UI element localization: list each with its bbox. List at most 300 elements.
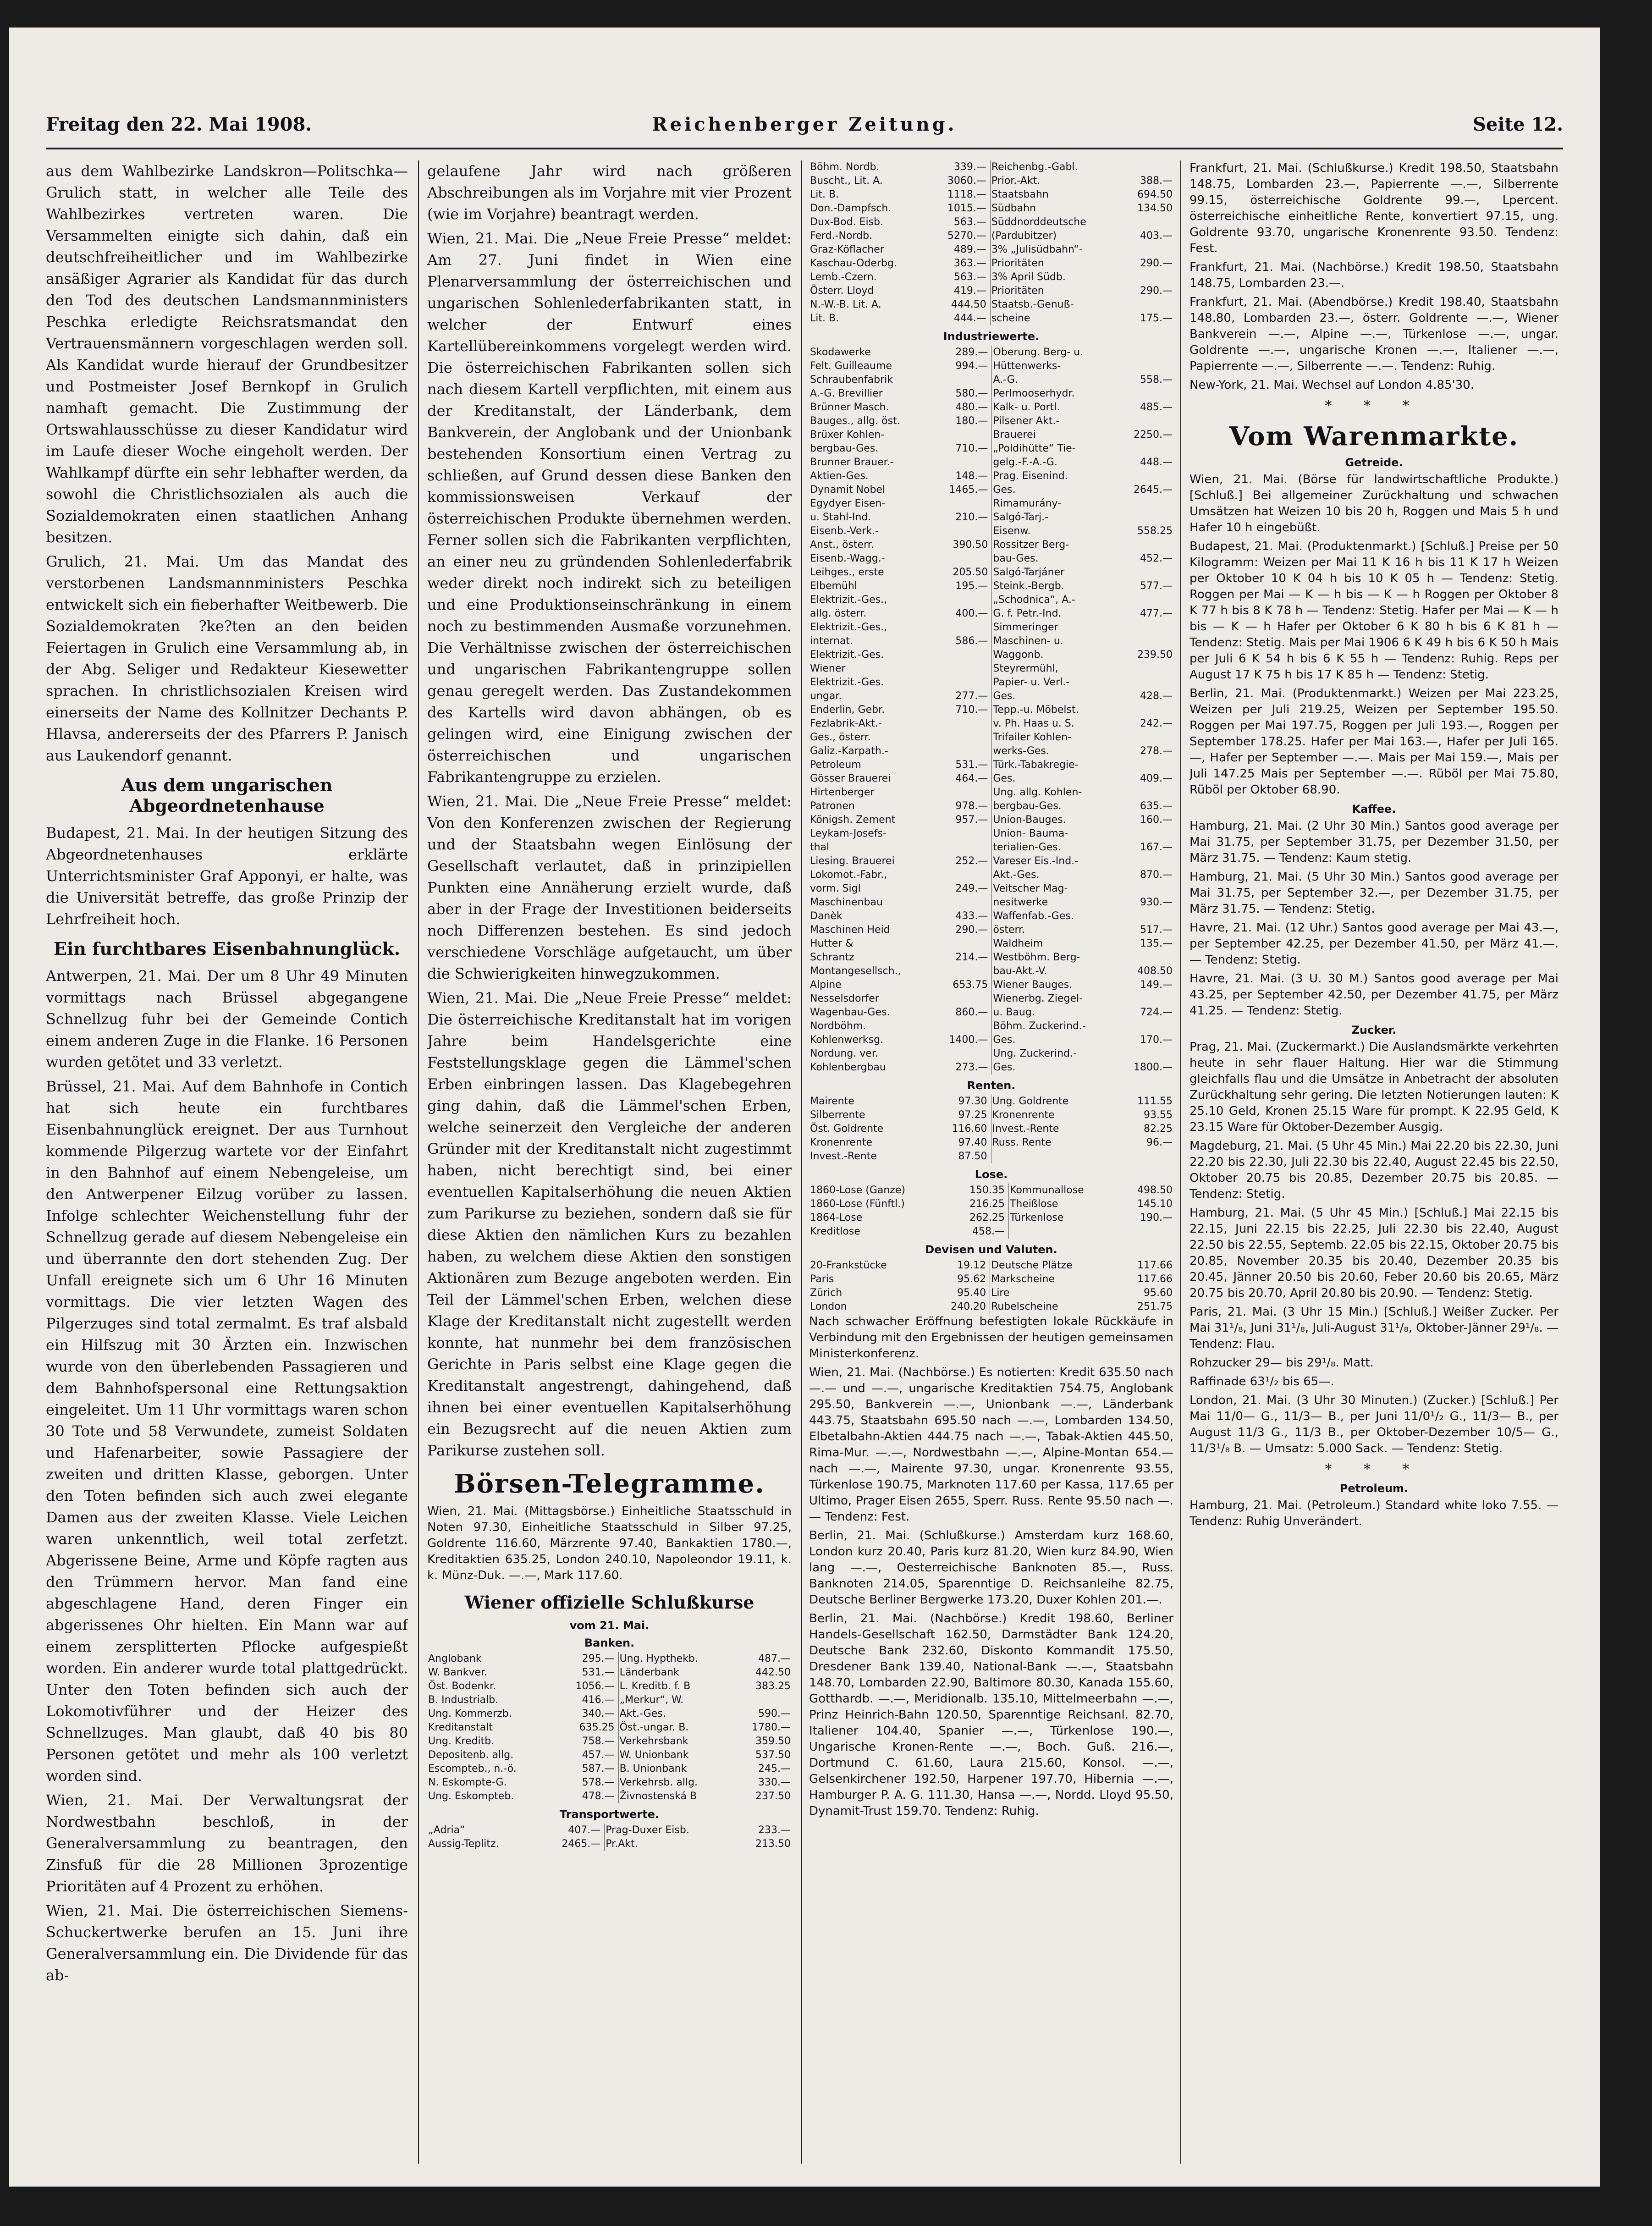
security-name: Kaschau-Oderbg.: [810, 258, 897, 269]
security-name: Öst.-ungar. B.: [619, 1722, 689, 1733]
quote-row: [809, 1095, 1173, 1108]
quote-row: [427, 1652, 792, 1666]
security-price: [933, 1019, 992, 1033]
security-name: Lit. B.: [810, 189, 839, 200]
security-price: 97.25: [928, 1108, 991, 1122]
security-name: Petroleum: [810, 759, 861, 771]
security-name: Brüxer Kohlen-: [810, 429, 885, 441]
security-name: bergbau-Ges.: [993, 800, 1062, 812]
security-name: Reichenbg.-Gabl.: [991, 161, 1078, 173]
quote-row: [809, 992, 1173, 1006]
security-price: [933, 621, 992, 634]
security-price: 517.—: [1140, 924, 1173, 936]
security-price: 216.25: [950, 1197, 1008, 1211]
security-name: Kronenrente: [992, 1109, 1055, 1121]
security-name: 1860-Lose (Ganze): [810, 1185, 905, 1196]
security-price: [1119, 1225, 1173, 1239]
security-price: 694.50: [1137, 189, 1173, 200]
security-price: 195.—: [933, 579, 992, 593]
security-name: gelg.-F.-A.-G.: [993, 457, 1057, 468]
section-headline: Vom Warenmarkte.: [1229, 421, 1519, 452]
security-price: [1119, 414, 1173, 428]
security-price: 724.—: [1140, 1007, 1173, 1018]
security-name: Öst. Bodenkr.: [428, 1681, 496, 1692]
security-name: Türkenlose: [1009, 1212, 1064, 1223]
market-report: Wien, 21. Mai. (Börse für landwirtschaftliche Produkte.) [Schluß.] Bei allgemeiner Zurückhaltung und schwachen Umsätzen hat Weizen 10 bis 20 h, Roggen und Mais 5 h und Hafer 10 h eingebüßt.: [1189, 473, 1558, 534]
security-name: Zürich: [810, 1287, 843, 1299]
security-name: Ges.: [993, 1034, 1016, 1046]
security-price: 1118.—: [931, 188, 990, 202]
security-name: Prioritäten: [991, 285, 1044, 297]
market-report: Havre, 21. Mai. (3 U. 30 M.) Santos good average per Mai 43.25, per September 42.50, per Dezember 41.75, per März 41.25. — Tendenz: Stetig.: [1189, 972, 1558, 1018]
security-price: 930.—: [1140, 897, 1173, 908]
security-price: [1119, 359, 1173, 373]
article-paragraph: aus dem Wahlbezirke Landskron—Politschka—Grulich statt, in welcher alle Teile des Wahlbezirkes vertreten waren. Die Versammelten einigte sich dahin, daß ein deutschfreiheitlicher und im Wahlbezirke ansäßiger Agrarier als Kandidat für das durch den Tod des deutschen Landsmannministers Peschka erledigte Reichsratsmandat den Vertrauensmännern vorgeschlagen werden soll. Als Kandidat wurde hierauf der Grundbesitzer und Postmeister Josef Bernkopf in Grulich namhaft gemacht. Die Zustimmung der Ortswahlausschüsse zu dieser Kandidatur wird im Laufe dieser Woche eingeholt werden. Der Wahlkampf dürfte ein sehr lebhafter werden, da sowohl die Christlichsozialen als auch die Sozialdemokraten einen staatlichen Anhang besitzen.: [46, 162, 408, 546]
security-name: Gösser Brauerei: [810, 773, 891, 784]
column-2: [427, 160, 792, 2168]
quote-row: [809, 456, 1173, 469]
security-name: Staatsbahn: [991, 189, 1049, 200]
column-rule-2: [801, 160, 802, 2164]
security-name: bergbau-Ges.: [810, 443, 879, 454]
security-name: Živnostenská B: [619, 1791, 697, 1802]
security-price: 1465.—: [933, 483, 992, 497]
quote-row: [809, 978, 1173, 992]
security-name: Union- Bauma-: [993, 828, 1068, 839]
security-name: Wagenbau-Ges.: [810, 1007, 890, 1018]
security-name: Bauges., allg. öst.: [810, 415, 900, 427]
security-name: [1008, 1225, 1119, 1239]
security-price: [933, 497, 992, 511]
security-price: 96.—: [1146, 1137, 1173, 1148]
security-name: B. Industrialb.: [428, 1694, 499, 1706]
quote-row: [809, 868, 1173, 882]
quote-row: [809, 160, 1173, 174]
security-price: [933, 1047, 992, 1061]
market-report: Raffinade 63¹/₂ bis 65—.: [1189, 1375, 1334, 1388]
security-price: [933, 896, 992, 909]
security-name: nesitwerke: [993, 897, 1048, 908]
security-name: Öst. Goldrente: [810, 1123, 884, 1135]
table-title: Transportwerte.: [559, 1808, 660, 1821]
quote-row: [809, 1273, 1173, 1286]
quote-row: [809, 772, 1173, 786]
security-price: 116.60: [928, 1122, 991, 1136]
security-name: Ges.: [993, 690, 1016, 702]
security-price: 249.—: [933, 882, 992, 896]
quote-row: [809, 1197, 1173, 1211]
security-name: Eisenb.-Wagg.-: [810, 553, 885, 564]
section-headline: Wiener offizielle Schlußkurse: [464, 1592, 754, 1613]
quote-row: [809, 579, 1173, 593]
security-name: W. Unionbank: [619, 1749, 689, 1761]
security-price: 363.—: [931, 257, 990, 270]
market-report: Budapest, 21. Mai. (Produktenmarkt.) [Schluß.] Preise per 50 Kilogramm: Weizen per Mai 11 K 16 h bis 11 K 17 h Weizen per Oktober 10 K 04 h bis 10 K 05 h — Tendenz: Stetig. Roggen per Mai — K — h bis — K — h Roggen per Oktober 8 K 77 h bis 8 K 78 h — Tendenz: Stetig. Hafer per Mai — K — h bis — K — h Hafer per Oktober 6 K 80 h bis 6 K 81 h — Tendenz: Stetig. Mais per Mai 1906 6 K 49 h bis 6 K 50 h Mais per Juli 6 K 54 h bis 6 K 55 h — Tendenz: Ruhig. Reps per August 17 K 75 h bis 17 K 85 h — Tendenz: Stetig.: [1189, 540, 1558, 682]
security-name: Rossitzer Berg-: [993, 539, 1069, 551]
quote-row: [809, 1259, 1173, 1273]
security-price: [1119, 511, 1173, 524]
security-name: Union-Bauges.: [993, 814, 1066, 826]
security-price: 448.—: [1140, 457, 1173, 468]
quote-row: [809, 524, 1173, 538]
security-name: allg. österr.: [810, 608, 867, 619]
security-price: [1123, 243, 1173, 257]
security-price: [933, 827, 992, 841]
security-name: Hirtenberger: [810, 787, 875, 798]
security-price: 710.—: [933, 703, 992, 717]
security-price: 95.62: [929, 1273, 990, 1286]
security-name: Felt. Guilleaume: [810, 360, 892, 372]
quote-row: [427, 1776, 792, 1790]
quote-row: [809, 662, 1173, 676]
market-report: Rohzucker 29— bis 29¹/₈. Matt.: [1189, 1356, 1374, 1370]
quote-row: [809, 607, 1173, 621]
security-name: Westböhm. Berg-: [993, 952, 1080, 963]
security-price: 340.—: [556, 1707, 618, 1721]
security-name: Böhm. Nordb.: [810, 161, 880, 173]
security-price: [933, 786, 992, 799]
security-price: 135.—: [1140, 938, 1173, 949]
quote-table-renten: [809, 1095, 1173, 1163]
security-price: 653.75: [933, 978, 992, 992]
security-name: Ung. Kreditb.: [428, 1736, 495, 1747]
article-paragraph: Wien, 21. Mai. Die „Neue Freie Presse“ meldet: Am 27. Juni findet in Wien eine Plenarversammlung der österreichischen und ungarischen Sohlenlederfabrikanten statt, in welcher der Entwurf eines Kartellübereinkommens vorgelegt werden wird. Die österreichischen Fabrikanten sollen sich nach diesem Kartell verpflichten, mit einem aus der Kreditanstalt, der Länderbank, dem Bankverein, der Anglobank und der Unionbank bestehenden Konsortium einen Vertrag zu schließen, auf Grund dessen diese Banken den kommissionsweisen Verkauf der österreichischen Produkte übernehmen werden. Ferner sollen sich die Fabrikanten verpflichten, an einer neu zu gründenden Sohlenlederfabrik weder direkt noch indirekt sich zu beteiligen und eine Produktionseinschränkung in einem noch zu bestimmenden Ausmaße vorzunehmen. Die Verhältnisse zwischen der österreichischen und ungarischen Fabrikantengruppe sollen genau geregelt werden. Das Zustandekommen des Kartells wird davon abhängen, ob es gelingen wird, eine Einigung zwischen der österreichischen und ungarischen Fabrikantengruppe zu erzielen.: [427, 230, 792, 786]
quote-row: [809, 298, 1173, 312]
security-price: 563.—: [931, 270, 990, 284]
security-name: Escompteb., n.-ö.: [428, 1763, 517, 1774]
header-rule: [46, 148, 1563, 149]
quote-row: [809, 758, 1173, 772]
article-paragraph: Antwerpen, 21. Mai. Der um 8 Uhr 49 Minuten vormittags nach Brüssel abgegangene Schnellzug fuhr bei der Gemeinde Contich einem anderen Zuge in die Flanke. 16 Personen wurden getötet und 33 verletzt.: [46, 967, 408, 1071]
security-name: Elektrizit.-Ges.,: [810, 594, 887, 606]
security-price: [1123, 215, 1173, 229]
security-price: [1119, 676, 1173, 689]
security-name: 20-Frankstücke: [810, 1260, 887, 1271]
security-price: 1780.—: [752, 1722, 791, 1733]
security-price: [1119, 346, 1173, 359]
column-rule-3: [1180, 160, 1181, 2164]
page-header: [46, 114, 1563, 141]
security-name: Brauerei: [993, 429, 1036, 441]
security-price: [1119, 827, 1173, 841]
security-name: [991, 1150, 1115, 1163]
security-price: [1119, 1047, 1173, 1061]
quote-table-transport: [427, 1824, 792, 1851]
security-price: 758.—: [556, 1735, 618, 1748]
security-price: [1123, 270, 1173, 284]
security-name: Ung. Kommerzb.: [428, 1708, 512, 1719]
page-number: Seite 12.: [1473, 114, 1563, 135]
security-name: Egydyer Eisen-: [810, 498, 886, 509]
security-name: Oberung. Berg- u.: [993, 347, 1084, 358]
security-price: [1119, 951, 1173, 964]
security-price: 117.66: [1137, 1273, 1173, 1285]
security-price: [933, 456, 992, 469]
security-name: Lemb.-Czern.: [810, 271, 877, 283]
quote-row: [809, 202, 1173, 215]
security-name: 3% April Südb.: [991, 271, 1066, 283]
security-price: 452.—: [1140, 553, 1173, 564]
quote-row: [809, 951, 1173, 964]
security-price: 160.—: [1140, 814, 1173, 826]
quote-row: [809, 511, 1173, 524]
security-price: 407.—: [538, 1824, 604, 1837]
security-price: 95.40: [929, 1286, 990, 1300]
quote-table-banken: [427, 1652, 792, 1803]
security-name: Hutter &: [810, 938, 854, 949]
security-name: Enderlin, Gebr.: [810, 704, 885, 716]
security-price: [933, 593, 992, 607]
security-price: 388.—: [1140, 175, 1173, 187]
article-paragraph: Budapest, 21. Mai. In der heutigen Sitzung des Abgeordnetenhauses erklärte Unterrichtsminister Graf Apponyi, er halte, was die Universität betreffe, das große Prinzip der Lehrfreiheit hoch.: [46, 824, 408, 928]
security-name: Schraubenfabrik: [810, 374, 893, 386]
security-name: Lit. B.: [810, 313, 839, 324]
security-name: Ung. Eskompteb.: [428, 1791, 514, 1802]
quote-row: [809, 188, 1173, 202]
quote-row: [809, 909, 1173, 923]
security-price: [1119, 992, 1173, 1006]
security-name: Steyrermühl,: [993, 663, 1058, 674]
security-price: 278.—: [1140, 745, 1173, 757]
security-price: 87.50: [928, 1150, 991, 1163]
quote-row: [809, 1122, 1173, 1136]
security-name: Simmeringer: [993, 622, 1058, 633]
security-name: Akt.-Ges.: [619, 1708, 666, 1719]
quote-row: [809, 621, 1173, 634]
security-price: 239.50: [1137, 649, 1173, 661]
security-name: Ung. allg. Kohlen-: [993, 787, 1082, 798]
security-name: Böhm. Zuckerind.-: [993, 1020, 1086, 1032]
security-name: A.-G. Brevillier: [810, 388, 883, 399]
article-paragraph: Brüssel, 21. Mai. Auf dem Bahnhofe in Contich hat sich heute ein furchtbares Eisenbahnunglück ereignet. Der aus Turnhout kommende Pilgerzug wartete vor der Einfahrt in den Bahnhof auf einem Nebengeleise, um den Antwerpener Eilzug vorüber zu lassen. Infolge schlechter Weichenstellung fuhr der Schnellzug gerade auf diesem Nebengeleise ein und überrannte den dort stehenden Zug. Der Unfall ereignete sich um 6 Uhr 16 Minuten vormittags. Die vier letzten Wagen des Pilgerzuges sind total zermalmt. Es traf alsbald ein Hilfszug mit 30 Ärzten ein. Inzwischen wurde von den überlebenden Passagieren und dem Bahnhofspersonal eine Rettungsaktion eingeleitet. Um 11 Uhr vormittags waren schon 30 Tote und 58 Verwundete, zumeist Soldaten und Hafenarbeiter, sowie Passagiere der zweiten und dritten Klasse, geborgen. Unter den Toten befinden sich auch zwei elegante Damen aus der zweiten Klasse. Viele Leichen waren unkenntlich, weil total zerfetzt. Abgerissene Beine, Arme und Köpfe ragten aus den Trümmern hervor. Man fand eine abgeschlagene Hand, deren Finger ein abgerissenes Ohr hielten. Ein Mann war auf einem zersplitterten Pflocke aufgespießt worden. Ein anderer wurde total plattgedrückt. Unter den Toten befinden sich auch der Lokomotivführer und der Heizer des Schnellzuges. Man glaubt, daß 40 bis 80 Personen getötet und mehr als 100 verletzt worden sind.: [46, 1078, 408, 1785]
quote-row: [809, 346, 1173, 359]
market-report: Magdeburg, 21. Mai. (5 Uhr 45 Min.) Mai 22.20 bis 22.30, Juni 22.20 bis 22.30, Juli 22.30 bis 22.40, August 22.45 bis 22.50, Oktober 20.75 bis 20.85, Dezember 20.75 bis 20.85. — Tendenz: Stetig.: [1189, 1139, 1558, 1201]
column-4: [1189, 160, 1558, 2168]
security-name: bau-Akt.-V.: [993, 965, 1047, 977]
security-price: [1119, 538, 1173, 552]
security-name: Verkehrsb. allg.: [619, 1777, 698, 1788]
security-price: 150.35: [950, 1184, 1008, 1197]
market-report: Frankfurt, 21. Mai. (Nachbörse.) Kredit 198.50, Staatsbahn 148.75, Lombarden 23.—.: [1189, 260, 1558, 290]
security-price: 117.66: [1137, 1260, 1173, 1271]
security-name: Salgó-Tarj.-: [993, 512, 1049, 523]
security-name: Prior.-Akt.: [991, 175, 1041, 187]
security-price: 444.50: [931, 298, 990, 312]
security-name: Aussig-Teplitz.: [428, 1838, 499, 1850]
security-price: 458.—: [950, 1225, 1008, 1239]
security-name: Südbahn: [991, 203, 1036, 214]
security-price: 82.25: [1144, 1123, 1173, 1135]
quote-row: [809, 1006, 1173, 1019]
security-name: vorm. Sigl: [810, 883, 861, 894]
security-name: Galiz.-Karpath.-: [810, 745, 888, 757]
quote-row: [427, 1735, 792, 1748]
security-name: N. Eskompte-G.: [428, 1777, 507, 1788]
security-price: [1119, 758, 1173, 772]
quote-row: [809, 1211, 1173, 1225]
quote-row: [809, 744, 1173, 758]
security-name: Theißlose: [1009, 1198, 1058, 1210]
security-price: 245.—: [758, 1763, 791, 1774]
security-name: Maschinen- u.: [993, 635, 1063, 647]
security-price: 339.—: [931, 160, 990, 174]
security-price: 210.—: [933, 511, 992, 524]
article-paragraph: Wien, 21. Mai. Die „Neue Freie Presse“ meldet: Von den Konferenzen zwischen der Regierung und der Staatsbahn wegen Einlösung der Gesellschaft verlautet, daß in prinzipiellen Punkten eine Annäherung erzielt wurde, daß aber in der Frage der Investitionen beiderseits noch Differenzen bestehen. Es sind jedoch verschiedene Vorschläge aufgetaucht, um über die Schwierigkeiten hinwegzukommen.: [427, 793, 792, 982]
security-price: 477.—: [1140, 608, 1173, 619]
security-price: 485.—: [1140, 402, 1173, 413]
security-name: Trifailer Kohlen-: [993, 732, 1072, 743]
security-price: [933, 552, 992, 566]
security-price: 1400.—: [933, 1033, 992, 1047]
security-name: „Schodnica“, A.-: [993, 594, 1075, 606]
article-headline: Aus dem ungarischen Abgeordnetenhause: [121, 775, 333, 816]
security-name: Ges.: [993, 773, 1016, 784]
security-name: Eisenb.-Verk.-: [810, 525, 879, 537]
security-name: „Merkur“, W.: [619, 1694, 684, 1706]
security-name: Alpine: [810, 979, 842, 991]
security-price: 860.—: [933, 1006, 992, 1019]
security-name: Prag-Duxer Eisb.: [606, 1824, 689, 1836]
security-price: 97.40: [928, 1136, 991, 1150]
quote-row: [809, 923, 1173, 937]
security-price: 957.—: [933, 813, 992, 827]
security-price: 578.—: [556, 1776, 618, 1790]
security-name: Vareser Eis.-Ind.-: [993, 855, 1079, 867]
security-price: 580.—: [933, 387, 992, 401]
security-name: B. Unionbank: [619, 1763, 687, 1774]
security-name: Invest.-Rente: [992, 1123, 1059, 1135]
security-price: 359.50: [755, 1736, 791, 1747]
security-price: 149.—: [1140, 979, 1173, 991]
table-title: Lose.: [975, 1168, 1008, 1181]
quote-row: [809, 1108, 1173, 1122]
security-name: Lire: [991, 1287, 1010, 1299]
security-price: [933, 524, 992, 538]
table-title: Renten.: [967, 1079, 1016, 1092]
security-price: [733, 1693, 792, 1707]
security-name: Veitscher Mag-: [993, 883, 1068, 894]
market-report: Hamburg, 21. Mai. (5 Uhr 45 Min.) [Schluß.] Mai 22.15 bis 22.15, Juni 22.15 bis 22.25, Juli 22.30 bis 22.40, August 22.50 bis 22.55, Septemb. 22.05 bis 22.15, Oktober 20.75 bis 20.85, November 20.35 bis 20.40, Dezember 20.35 bis 20.45, Jänner 20.50 bis 20.60, Feber 20.60 bis 20.65, März 20.75 bis 20.70, April 20.80 bis 20.90. — Tendenz: Stetig.: [1189, 1206, 1558, 1300]
quote-row: [809, 497, 1173, 511]
section-subtitle: Zucker.: [1351, 1024, 1397, 1036]
quote-row: [809, 359, 1173, 373]
security-price: 289.—: [933, 346, 992, 359]
security-price: 214.—: [933, 951, 992, 964]
security-name: Nesselsdorfer: [810, 993, 879, 1004]
security-price: 190.—: [1140, 1212, 1173, 1223]
security-price: 175.—: [1140, 313, 1173, 324]
quote-row: [809, 414, 1173, 428]
security-price: 478.—: [556, 1790, 618, 1803]
security-price: 487.—: [758, 1653, 791, 1664]
market-report: New-York, 21. Mai. Wechsel auf London 4.85'30.: [1189, 378, 1475, 392]
security-price: 93.55: [1144, 1109, 1173, 1121]
security-price: 205.50: [933, 566, 992, 579]
security-price: 252.—: [933, 854, 992, 868]
security-name: Hüttenwerks-: [993, 360, 1061, 372]
market-report: Frankfurt, 21. Mai. (Schlußkurse.) Kredit 198.50, Staatsbahn 148.75, Lombarden 23.—, Papierrente —.—, Silberrente 99.15, österreichische Goldrente 99.—, Lpercent. österreichische einheitliche Rente, konvertiert 97.15, ung. Goldrente 93.70, ungarische Kronenrente 93.50. Tendenz: Fest.: [1189, 161, 1558, 255]
security-name: internat.: [810, 635, 853, 647]
security-name: Fezlabrik-Akt.-: [810, 718, 882, 729]
quote-row: [809, 827, 1173, 841]
security-price: 111.55: [1137, 1096, 1173, 1107]
quote-row: [427, 1748, 792, 1762]
security-price: 2645.—: [1134, 484, 1173, 496]
quote-row: [809, 634, 1173, 648]
security-name: Kohlenwerksg.: [810, 1034, 884, 1046]
security-name: Mairente: [810, 1096, 854, 1107]
quote-row: [809, 387, 1173, 401]
security-price: 242.—: [1140, 718, 1173, 729]
issue-date: Freitag den 22. Mai 1908.: [46, 114, 312, 135]
security-name: Leihges., erste: [810, 567, 884, 578]
quote-row: [809, 1286, 1173, 1300]
quote-row: [809, 896, 1173, 909]
market-report: Hamburg, 21. Mai. (5 Uhr 30 Min.) Santos good average per Mai 31.75, per September 32.—, per Dezember 31.75, per März 31.75. — Tendenz: Stetig.: [1189, 870, 1558, 916]
security-name: u. Baug.: [993, 1007, 1035, 1018]
security-price: 400.—: [933, 607, 992, 621]
quote-row: [809, 964, 1173, 978]
section-divider: * * *: [1325, 398, 1423, 414]
security-name: thal: [810, 842, 830, 853]
security-name: Süddnorddeutsche: [991, 216, 1086, 228]
section-subtitle: Kaffee.: [1352, 803, 1396, 815]
quote-row: [809, 243, 1173, 257]
security-price: [933, 373, 992, 387]
quote-row: [809, 538, 1173, 552]
quote-row: [809, 717, 1173, 731]
security-name: Rimamurány-: [993, 498, 1062, 509]
table-title: Banken.: [584, 1636, 635, 1649]
security-name: Kalk- u. Portl.: [993, 402, 1060, 413]
column-rule-1: [418, 160, 419, 2164]
security-name: Maschinenbau: [810, 897, 883, 908]
security-price: 870.—: [1140, 869, 1173, 881]
security-price: 170.—: [1140, 1034, 1173, 1046]
security-price: [1123, 298, 1173, 312]
security-name: v. Ph. Haas u. S.: [993, 718, 1074, 729]
security-name: Nordung. ver.: [810, 1048, 878, 1059]
security-price: 428.—: [1140, 690, 1173, 702]
security-name: Wienerbg. Ziegel-: [993, 993, 1083, 1004]
article-paragraph: Wien, 21. Mai. Die österreichischen Siemens-Schuckertwerke berufen an 15. Juni ihre Generalversammlung ein. Die Dividende für das ab-: [46, 1902, 408, 1984]
security-price: 2465.—: [538, 1837, 604, 1851]
quote-row: [427, 1666, 792, 1680]
security-price: [933, 992, 992, 1006]
security-price: [1119, 731, 1173, 744]
security-name: Dux-Bod. Eisb.: [810, 216, 883, 228]
quote-row: [809, 1136, 1173, 1150]
security-price: 577.—: [1140, 580, 1173, 592]
security-name: N.-W.-B. Lit. A.: [810, 299, 881, 310]
security-name: Nordböhm.: [810, 1020, 866, 1032]
security-name: Papier- u. Verl.-: [993, 677, 1070, 688]
security-name: Ferd.-Nordb.: [810, 230, 873, 242]
security-name: Länderbank: [619, 1667, 679, 1678]
security-price: 1800.—: [1134, 1062, 1173, 1073]
security-price: [1119, 909, 1173, 923]
security-name: Graz-Köflacher: [810, 244, 884, 255]
security-name: W. Bankver.: [428, 1667, 488, 1678]
security-name: Verkehrsbank: [619, 1736, 688, 1747]
security-price: 590.—: [758, 1708, 791, 1719]
quote-row: [809, 676, 1173, 689]
quote-row: [427, 1693, 792, 1707]
security-name: A.-G.: [993, 374, 1018, 386]
security-name: Buscht., Lit. A.: [810, 175, 883, 187]
quote-row: [809, 813, 1173, 827]
market-report: Prag, 21. Mai. (Zuckermarkt.) Die Auslandsmärkte verkehrten heute in sehr flauer Haltung. Hier war die Stimmung gleichfalls flau und die Umsätze in Anbetracht der absoluten Zurückhaltung sehr gering. Die letzten Notierungen lauten: K 25.10 Geld, Kronen 25.15 Ware für prompt. K 22.95 Geld, K 23.15 Ware für Oktober-Dezember Ausgig.: [1189, 1040, 1558, 1134]
